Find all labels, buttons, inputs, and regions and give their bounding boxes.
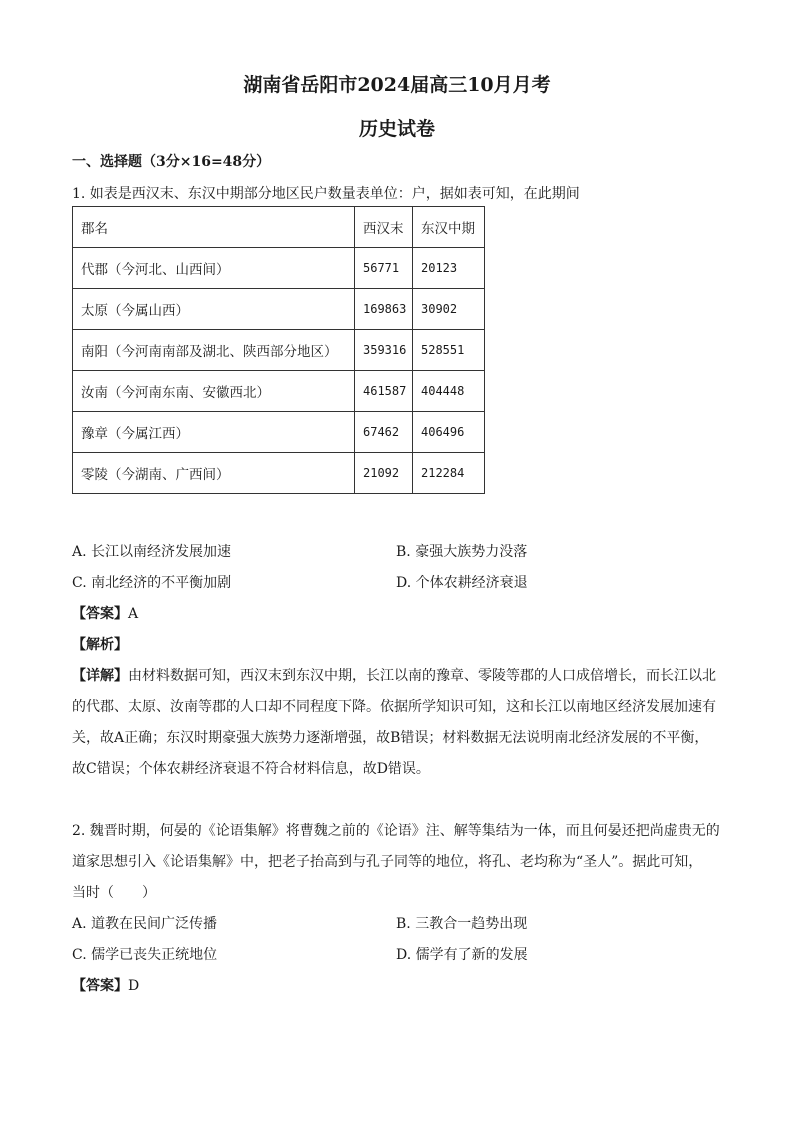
q2-option-c: C. 儒学已丧失正统地位 xyxy=(72,947,218,963)
table-cell: 212284 xyxy=(413,453,485,494)
answer-tag: 【答案】 xyxy=(72,978,128,994)
q1-detail-line xyxy=(72,665,716,685)
household-table xyxy=(72,206,485,494)
q1-stem: 1. 如表是西汉末、东汉中期部分地区民户数量表单位：户，据如表可知，在此期间 xyxy=(72,186,580,202)
q1-detail-line: 的代郡、太原、汝南等郡的人口却不同程度下降。依据所学知识可知，这和长江以南地区经济发展加速有 xyxy=(72,699,716,715)
table-cell: 汝南（今河南东南、安徽西北） xyxy=(73,371,355,412)
q1-option-d: D. 个体农耕经济衰退 xyxy=(396,575,528,591)
section-heading: 一、选择题（3分×16=48分） xyxy=(72,154,271,170)
q2-option-b: B. 三教合一趋势出现 xyxy=(396,916,528,932)
table-cell: 豫章（今属江西） xyxy=(73,412,355,453)
page-subtitle: 历史试卷 xyxy=(358,118,435,140)
table-cell: 528551 xyxy=(413,330,485,371)
q2-stem-line: 2. 魏晋时期，何晏的《论语集解》将曹魏之前的《论语》注、解等集结为一体，而且何晏还把尚虚贵无的 xyxy=(72,823,720,839)
table-row xyxy=(73,248,485,289)
table-row xyxy=(73,453,485,494)
table-cell: 南阳（今河南南部及湖北、陕西部分地区） xyxy=(73,330,355,371)
answer-value: D xyxy=(128,978,140,994)
q1-option-a: A. 长江以南经济发展加速 xyxy=(72,544,232,560)
header-cell: 东汉中期 xyxy=(413,207,485,248)
q1-detail-line: 关，故A正确；东汉时期豪强大族势力逐渐增强，故B错误；材料数据无法说明南北经济发展的不平衡， xyxy=(72,730,709,746)
table-cell: 21092 xyxy=(355,453,413,494)
q1-detail-line: 故C错误；个体农耕经济衰退不符合材料信息，故D错误。 xyxy=(72,761,430,777)
q1-answer xyxy=(72,603,138,623)
table-row xyxy=(73,289,485,330)
header-cell: 西汉末 xyxy=(355,207,413,248)
q2-option-d: D. 儒学有了新的发展 xyxy=(396,947,528,963)
table-cell: 零陵（今湖南、广西间） xyxy=(73,453,355,494)
table-cell: 太原（今属山西） xyxy=(73,289,355,330)
q1-analysis-tag: 【解析】 xyxy=(72,637,128,653)
q2-stem-line: 当时（ ） xyxy=(72,885,156,901)
detail-tag: 【详解】 xyxy=(72,668,128,684)
q2-stem-line: 道家思想引入《论语集解》中，把老子抬高到与孔子同等的地位，将孔、老均称为“圣人”。据此可知， xyxy=(72,854,703,870)
q2-answer xyxy=(72,975,139,995)
table-cell: 359316 xyxy=(355,330,413,371)
header-cell: 郡名 xyxy=(73,207,355,248)
table-row xyxy=(73,371,485,412)
table-row xyxy=(73,330,485,371)
table-cell: 404448 xyxy=(413,371,485,412)
table-cell: 代郡（今河北、山西间） xyxy=(73,248,355,289)
q2-option-a: A. 道教在民间广泛传播 xyxy=(72,916,218,932)
table-cell: 406496 xyxy=(413,412,485,453)
answer-tag: 【答案】 xyxy=(72,606,128,622)
table-cell: 461587 xyxy=(355,371,413,412)
table-cell: 56771 xyxy=(355,248,413,289)
table-cell: 20123 xyxy=(413,248,485,289)
table-cell: 169863 xyxy=(355,289,413,330)
answer-value: A xyxy=(128,606,139,622)
table-header-row xyxy=(73,207,485,248)
table-row xyxy=(73,412,485,453)
table-cell: 67462 xyxy=(355,412,413,453)
q1-option-c: C. 南北经济的不平衡加剧 xyxy=(72,575,232,591)
detail-text: 由材料数据可知，西汉末到东汉中期，长江以南的豫章、零陵等郡的人口成倍增长，而长江以北 xyxy=(128,668,716,684)
table-cell: 30902 xyxy=(413,289,485,330)
page-title: 湖南省岳阳市2024届高三10月月考 xyxy=(243,74,551,96)
q1-option-b: B. 豪强大族势力没落 xyxy=(396,544,528,560)
